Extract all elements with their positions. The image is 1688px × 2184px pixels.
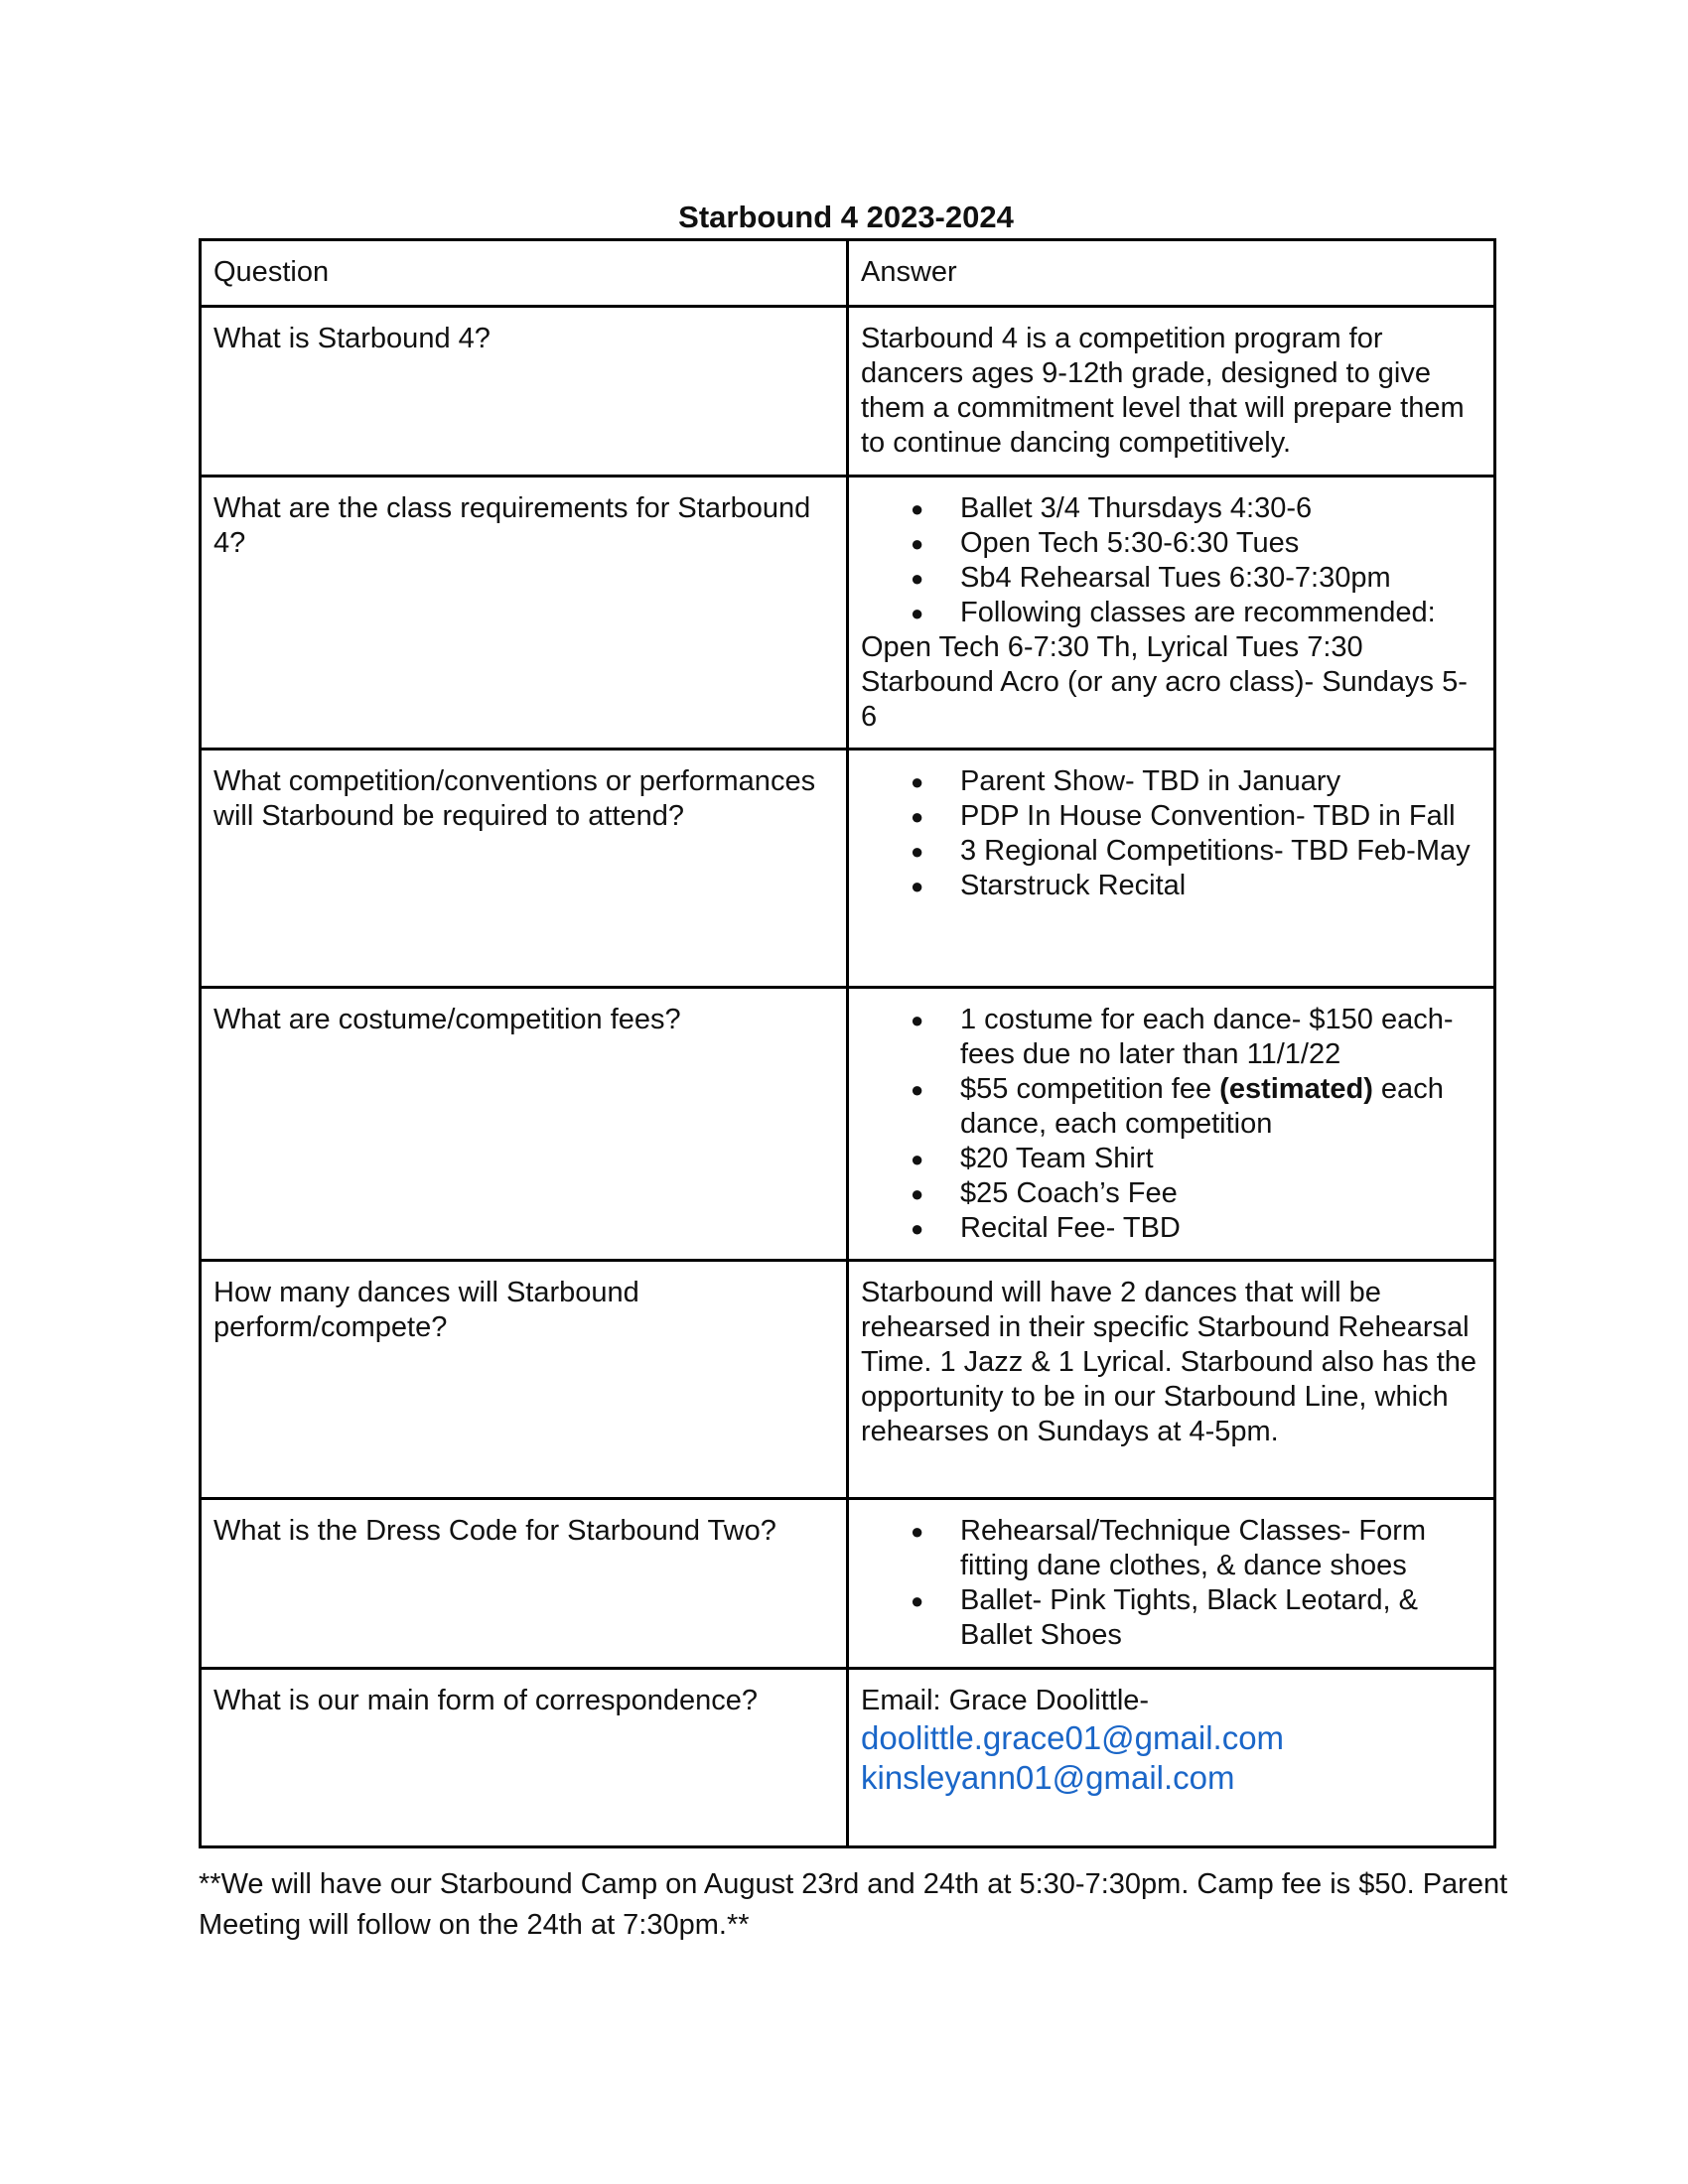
list-item: ● Ballet- Pink Tights, Black Leotard, & Ballet Shoes bbox=[861, 1583, 1481, 1653]
email-link[interactable]: doolittle.grace01@gmail.com bbox=[861, 1719, 1285, 1756]
answer-cell bbox=[848, 988, 1495, 1261]
question-cell: What is Starbound 4? bbox=[201, 307, 848, 477]
question-cell: What are the class requirements for Starbound 4? bbox=[201, 477, 848, 750]
question-cell: What is the Dress Code for Starbound Two? bbox=[201, 1499, 848, 1669]
list-item: ● $20 Team Shirt bbox=[861, 1142, 1481, 1176]
table-row bbox=[201, 1499, 1495, 1669]
list-item: ● Ballet 3/4 Thursdays 4:30-6 bbox=[861, 491, 1481, 526]
list-item: ● Following classes are recommended: bbox=[861, 596, 1481, 630]
list-item: ● Sb4 Rehearsal Tues 6:30-7:30pm bbox=[861, 561, 1481, 596]
email-link[interactable]: kinsleyann01@gmail.com bbox=[861, 1759, 1235, 1796]
list-item: ● Open Tech 5:30-6:30 Tues bbox=[861, 526, 1481, 561]
answer-cell: Starbound 4 is a competition program for dancers ages 9-12th grade, designed to give them a commitment level that will prepare them to continue dancing competitively. bbox=[848, 307, 1495, 477]
list-item: ● Parent Show- TBD in January bbox=[861, 764, 1481, 799]
column-header-answer: Answer bbox=[848, 240, 1495, 307]
fee-estimated-bold: (estimated) bbox=[1219, 1073, 1373, 1105]
faq-table bbox=[199, 238, 1496, 1848]
bullet-list bbox=[861, 764, 1481, 903]
table-row bbox=[201, 1261, 1495, 1499]
document-title: Starbound 4 2023-2024 bbox=[678, 200, 1014, 234]
list-item: ● 3 Regional Competitions- TBD Feb-May bbox=[861, 834, 1481, 869]
answer-cell bbox=[848, 1669, 1495, 1847]
list-item bbox=[861, 1072, 1481, 1142]
table-header-row bbox=[201, 240, 1495, 307]
answer-cell: Starbound will have 2 dances that will be rehearsed in their specific Starbound Rehearsal Time. 1 Jazz & 1 Lyrical. Starbound also has the opportunity to be in our Starbound Line, which rehearses on Sundays at 4-5pm. bbox=[848, 1261, 1495, 1499]
list-item: ● 1 costume for each dance- $150 each- fees due no later than 11/1/22 bbox=[861, 1003, 1481, 1072]
answer-text-line: Starbound Acro (or any acro class)- Sundays 5-6 bbox=[861, 666, 1468, 733]
table-row bbox=[201, 307, 1495, 477]
answer-cell bbox=[848, 1499, 1495, 1669]
footer-note: **We will have our Starbound Camp on August 23rd and 24th at 5:30-7:30pm. Camp fee is $50. Parent Meeting will follow on the 24th at 7:30pm.** bbox=[199, 1868, 1508, 1941]
fee-text: each dance, each competition bbox=[960, 1073, 1444, 1140]
answer-cell bbox=[848, 477, 1495, 750]
table-row bbox=[201, 1669, 1495, 1847]
bullet-list bbox=[861, 491, 1481, 630]
list-item: ● $25 Coach’s Fee bbox=[861, 1176, 1481, 1211]
bullet-list bbox=[861, 1514, 1481, 1653]
answer-text-line: Open Tech 6-7:30 Th, Lyrical Tues 7:30 bbox=[861, 631, 1363, 663]
list-item: ● Rehearsal/Technique Classes- Form fitting dane clothes, & dance shoes bbox=[861, 1514, 1481, 1583]
table-row bbox=[201, 750, 1495, 988]
table-row bbox=[201, 988, 1495, 1261]
column-header-question: Question bbox=[201, 240, 848, 307]
fee-text: $55 competition fee bbox=[960, 1073, 1220, 1105]
question-cell: What is our main form of correspondence? bbox=[201, 1669, 848, 1847]
list-item: ● Starstruck Recital bbox=[861, 869, 1481, 903]
question-cell: What are costume/competition fees? bbox=[201, 988, 848, 1261]
table-row bbox=[201, 477, 1495, 750]
list-item: ● PDP In House Convention- TBD in Fall bbox=[861, 799, 1481, 834]
answer-cell bbox=[848, 750, 1495, 988]
list-item: ● Recital Fee- TBD bbox=[861, 1211, 1481, 1246]
bullet-list bbox=[861, 1003, 1481, 1246]
email-label: Email: Grace Doolittle- bbox=[861, 1685, 1150, 1716]
question-cell: How many dances will Starbound perform/compete? bbox=[201, 1261, 848, 1499]
question-cell: What competition/conventions or performances will Starbound be required to attend? bbox=[201, 750, 848, 988]
